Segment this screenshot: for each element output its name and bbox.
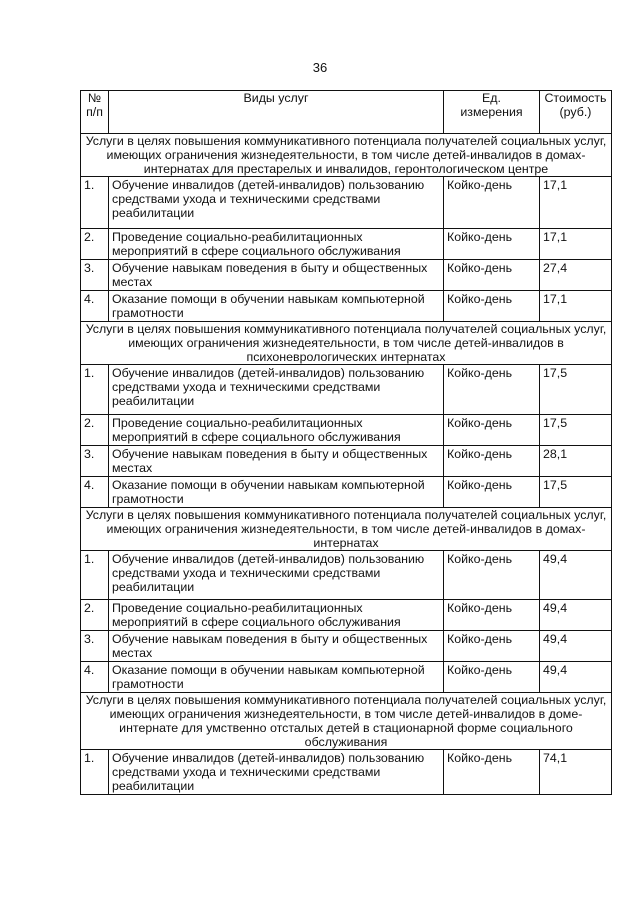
table-header-row [81, 91, 612, 134]
table-body [81, 134, 612, 795]
table-row [81, 177, 612, 229]
header-unit-text: Ед. измерения [460, 91, 523, 119]
unit-of-measure: Койко-день [444, 260, 540, 291]
header-cost-text: Стоимость (руб.) [544, 91, 607, 119]
unit-of-measure: Койко-день [444, 291, 540, 322]
table-row [81, 260, 612, 291]
table-row [81, 662, 612, 693]
service-name: Оказание помощи в обучении навыкам компьютерной грамотности [109, 662, 444, 693]
unit-of-measure: Койко-день [444, 662, 540, 693]
unit-of-measure: Койко-день [444, 631, 540, 662]
service-name: Проведение социально-реабилитационных мероприятий в сфере социального обслуживания [109, 229, 444, 260]
services-table [80, 90, 612, 795]
row-number: 1. [81, 365, 109, 415]
service-name: Обучение навыкам поведения в быту и общественных местах [109, 631, 444, 662]
service-name: Проведение социально-реабилитационных мероприятий в сфере социального обслуживания [109, 415, 444, 446]
unit-of-measure: Койко-день [444, 229, 540, 260]
service-name: Обучение навыкам поведения в быту и общественных местах [109, 260, 444, 291]
table-row [81, 600, 612, 631]
row-number: 3. [81, 631, 109, 662]
header-unit [444, 91, 540, 134]
service-cost: 49,4 [540, 551, 612, 600]
service-name: Обучение инвалидов (детей-инвалидов) пользованию средствами ухода и техническими средствами реабилитации [109, 177, 444, 229]
row-number: 1. [81, 551, 109, 600]
service-cost: 17,5 [540, 415, 612, 446]
table-row [81, 291, 612, 322]
service-cost: 74,1 [540, 750, 612, 795]
section-header-row [81, 508, 612, 551]
row-number: 2. [81, 229, 109, 260]
row-number: 1. [81, 750, 109, 795]
row-number: 4. [81, 291, 109, 322]
section-header-row [81, 693, 612, 750]
table-row [81, 551, 612, 600]
header-name-text: Виды услуг [243, 91, 309, 105]
row-number: 1. [81, 177, 109, 229]
service-cost: 17,1 [540, 291, 612, 322]
service-name: Обучение инвалидов (детей-инвалидов) пользованию средствами ухода и техническими средствами реабилитации [109, 365, 444, 415]
unit-of-measure: Койко-день [444, 446, 540, 477]
service-cost: 17,5 [540, 365, 612, 415]
service-name: Обучение навыкам поведения в быту и общественных местах [109, 446, 444, 477]
table-row [81, 365, 612, 415]
service-name: Оказание помощи в обучении навыкам компьютерной грамотности [109, 477, 444, 508]
service-cost: 28,1 [540, 446, 612, 477]
header-num [81, 91, 109, 134]
header-num-text: № п/п [86, 91, 103, 119]
unit-of-measure: Койко-день [444, 600, 540, 631]
service-name: Обучение инвалидов (детей-инвалидов) пользованию средствами ухода и техническими средствами реабилитации [109, 750, 444, 795]
service-cost: 49,4 [540, 631, 612, 662]
section-title: Услуги в целях повышения коммуникативного потенциала получателей социальных услуг, имеющих ограничения жизнедеятельности, в том числе детей-инвалидов в психоневрологических интернатах [81, 322, 612, 365]
table-row [81, 415, 612, 446]
section-header-row [81, 322, 612, 365]
table-row [81, 229, 612, 260]
unit-of-measure: Койко-день [444, 415, 540, 446]
service-cost: 17,1 [540, 229, 612, 260]
unit-of-measure: Койко-день [444, 365, 540, 415]
section-header-row [81, 134, 612, 177]
service-cost: 17,5 [540, 477, 612, 508]
section-title: Услуги в целях повышения коммуникативного потенциала получателей социальных услуг, имеющих ограничения жизнедеятельности, в том числе детей-инвалидов в домах-интернатах [81, 508, 612, 551]
row-number: 2. [81, 415, 109, 446]
table-row [81, 750, 612, 795]
service-cost: 49,4 [540, 600, 612, 631]
section-title: Услуги в целях повышения коммуникативного потенциала получателей социальных услуг, имеющих ограничения жизнедеятельности, в том числе детей-инвалидов в домах-интернатах для престарелых и инвалидов, геронтологическом центре [81, 134, 612, 177]
service-name: Проведение социально-реабилитационных мероприятий в сфере социального обслуживания [109, 600, 444, 631]
service-name: Обучение инвалидов (детей-инвалидов) пользованию средствами ухода и техническими средствами реабилитации [109, 551, 444, 600]
row-number: 4. [81, 477, 109, 508]
section-title: Услуги в целях повышения коммуникативного потенциала получателей социальных услуг, имеющих ограничения жизнедеятельности, в том числе детей-инвалидов в доме-интернате для умственно отсталых детей в стационарной форме социального обслуживания [81, 693, 612, 750]
header-name [109, 91, 444, 134]
page-number: 36 [312, 60, 328, 75]
row-number: 2. [81, 600, 109, 631]
row-number: 4. [81, 662, 109, 693]
service-cost: 49,4 [540, 662, 612, 693]
unit-of-measure: Койко-день [444, 177, 540, 229]
table-row [81, 477, 612, 508]
row-number: 3. [81, 260, 109, 291]
service-name: Оказание помощи в обучении навыкам компьютерной грамотности [109, 291, 444, 322]
table-row [81, 446, 612, 477]
header-cost [540, 91, 612, 134]
unit-of-measure: Койко-день [444, 477, 540, 508]
unit-of-measure: Койко-день [444, 551, 540, 600]
unit-of-measure: Койко-день [444, 750, 540, 795]
service-cost: 17,1 [540, 177, 612, 229]
row-number: 3. [81, 446, 109, 477]
table-row [81, 631, 612, 662]
service-cost: 27,4 [540, 260, 612, 291]
